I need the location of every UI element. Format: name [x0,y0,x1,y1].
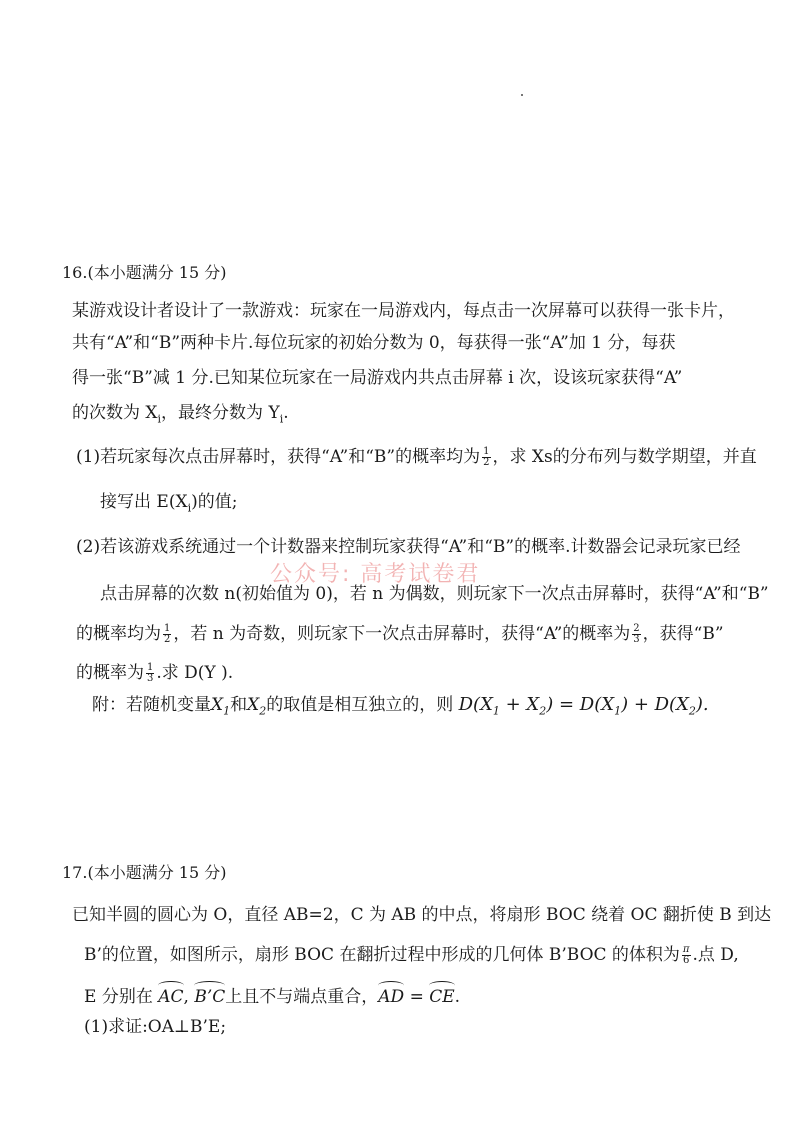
q16-appendix-note: 附：若随机变量$X_1$和$X_2$的取值是相互独立的，则 $D(X_1 + X_2) = D(X_1) + D(X_2)$. [92,694,709,718]
q16-subquestion-1-line-2: 接写出 $E(X_i)$的值; [100,492,238,515]
q16-subquestion-2-line-2: 点击屏幕的次数 n(初始值为 0)，若 n 为偶数，则玩家下一次点击屏幕时，获得“A”和“B” [100,584,769,604]
q16-subquestion-2-line-1: (2)若该游戏系统通过一个计数器来控制玩家获得“A”和“B”的概率.计数器会记录玩家已经 [76,537,741,557]
fraction-two-thirds: $\frac{2}{3}$ [633,623,640,645]
fraction-pi-over-six: $\frac{\pi}{6}$ [682,944,690,966]
q17-header: 17.(本小题满分 15 分) [62,863,227,882]
watermark: 公众号: 高考试卷君 [270,562,481,587]
arc-ac: AC [158,987,184,1007]
q16-header: 16.(本小题满分 15 分) [62,263,227,282]
q16-paragraph-line-2: 共有“A”和“B”两种卡片.每位玩家的初始分数为 0，每获得一张“A”加 1 分，每获 [72,333,676,353]
q16-subquestion-2-line-3: 的概率均为 $\frac{1}{2}$ ，若 n 为奇数，则玩家下一次点击屏幕时，获得“A”的概率为 $\frac{2}{3}$ ，获得“B” [76,623,724,645]
scan-speck [521,94,523,96]
q16-paragraph-line-4: 的次数为 $X_i$，最终分数为 $Y_i$. [72,403,289,426]
fraction-one-third: $\frac{1}{3}$ [147,662,154,684]
q16-paragraph-line-3: 得一张“B”减 1 分.已知某位玩家在一局游戏内共点击屏幕 i 次，设该玩家获得“A” [72,368,683,388]
q17-paragraph-line-3: E 分别在 AC, B’C上且不与端点重合，AD = CE. [84,987,461,1007]
q17-paragraph-line-2: B’的位置，如图所示，扇形 BOC 在翻折过程中形成的几何体 B’BOC 的体积为 $\frac{\pi}{6}$ .点 D, [84,944,739,966]
fraction-one-half: $\frac{1}{2}$ [483,446,490,468]
arc-b-prime-c: B’C [194,987,226,1007]
q16-subquestion-1-line-1: (1)若玩家每次点击屏幕时，获得“A”和“B”的概率均为 $\frac{1}{2}$ ，求 Xs的分布列与数学期望，并直 [76,446,757,468]
arc-ce: CE [429,987,455,1007]
q17-paragraph-line-1: 已知半圆的圆心为 O，直径 AB=2，C 为 AB 的中点，将扇形 BOC 绕着 OC 翻折使 B 到达 [72,905,772,925]
arc-ad: AD [378,987,405,1007]
q16-paragraph-line-1: 某游戏设计者设计了一款游戏：玩家在一局游戏内，每点击一次屏幕可以获得一张卡片， [72,301,735,321]
q16-subquestion-2-line-4: 的概率为 $\frac{1}{3}$ .求 D(Y ). [76,662,234,684]
fraction-one-half: $\frac{1}{2}$ [164,623,171,645]
q17-subquestion-1: (1)求证:OA⊥B’E; [84,1017,227,1037]
